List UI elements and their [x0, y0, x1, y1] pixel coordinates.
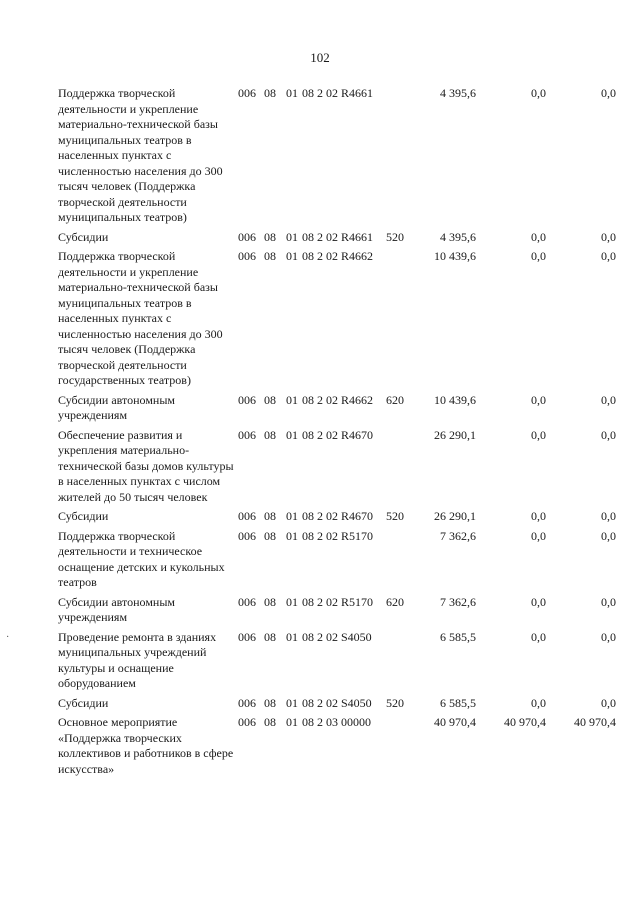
- ministry-code: 006: [238, 695, 256, 710]
- row-name: Поддержка творческой деятельности и укрепление материально-технической базы муниципальных театров в населенных пунктах с численностью населения до 300 тысяч человек (Поддержка творческой деятельности государственных театров): [58, 249, 223, 387]
- target-article-code: 08 2 02 R4670: [302, 509, 374, 523]
- amount-year-3: 0,0: [601, 509, 616, 523]
- table-row: [58, 86, 624, 226]
- subsection-code: 01: [286, 86, 298, 100]
- amount-year-1: 7 362,6: [440, 528, 476, 543]
- amount-year-3: 0,0: [601, 629, 616, 644]
- expense-type-code: 520: [386, 695, 404, 710]
- section-code: 08: [264, 629, 276, 644]
- table-row: [58, 428, 624, 506]
- page-number: 102: [310, 50, 330, 65]
- amount-year-3: 40 970,4: [574, 715, 616, 729]
- target-article-code: 08 2 02 R4661: [302, 86, 374, 100]
- subsection-code: 01: [286, 392, 298, 407]
- target-article-code: 08 2 02 R4670: [302, 427, 374, 442]
- section-code: 08: [264, 86, 276, 100]
- expense-type-code: 620: [386, 392, 404, 407]
- section-code: 08: [264, 249, 276, 263]
- amount-year-1: 26 290,1: [434, 427, 476, 442]
- subsection-code: 01: [286, 629, 298, 644]
- amount-year-1: 40 970,4: [434, 715, 476, 729]
- row-name: Обеспечение развития и укрепления материально-технической базы домов культуры в населенных пунктах с числом жителей до 50 тысяч человек: [58, 427, 234, 504]
- amount-year-1: 4 395,6: [440, 229, 476, 244]
- row-name: Субсидии: [58, 695, 109, 710]
- amount-year-2: 40 970,4: [504, 715, 546, 729]
- budget-table: [58, 86, 624, 781]
- amount-year-2: 0,0: [531, 392, 546, 407]
- target-article-code: 08 2 02 R5170: [302, 528, 374, 543]
- row-name: Субсидии автономным учреждениям: [58, 594, 175, 624]
- subsection-code: 01: [286, 229, 298, 244]
- ministry-code: 006: [238, 86, 256, 100]
- table-row: [58, 249, 624, 389]
- amount-year-1: 6 585,5: [440, 629, 476, 644]
- section-code: 08: [264, 594, 276, 609]
- subsection-code: 01: [286, 509, 298, 523]
- row-name: Субсидии: [58, 509, 109, 523]
- amount-year-2: 0,0: [531, 528, 546, 543]
- subsection-code: 01: [286, 249, 298, 263]
- row-name: Поддержка творческой деятельности и укрепление материально-технической базы муниципальных театров в населенных пунктах с численностью населения до 300 тысяч человек (Поддержка творческой деятельности муниципальных театров): [58, 86, 223, 224]
- amount-year-3: 0,0: [601, 427, 616, 442]
- table-row: [58, 230, 624, 246]
- section-code: 08: [264, 229, 276, 244]
- margin-mark: ·: [6, 632, 10, 643]
- section-code: 08: [264, 509, 276, 523]
- target-article-code: 08 2 02 R4661: [302, 229, 374, 244]
- amount-year-1: 26 290,1: [434, 509, 476, 523]
- subsection-code: 01: [286, 528, 298, 543]
- subsection-code: 01: [286, 427, 298, 442]
- amount-year-1: 10 439,6: [434, 392, 476, 407]
- amount-year-3: 0,0: [601, 229, 616, 244]
- amount-year-3: 0,0: [601, 392, 616, 407]
- table-row: [58, 696, 624, 712]
- ministry-code: 006: [238, 528, 256, 543]
- table-row: [58, 595, 624, 626]
- row-name: Основное мероприятие «Поддержка творческих коллективов и работников в сфере искусства»: [58, 715, 234, 776]
- amount-year-1: 6 585,5: [440, 695, 476, 710]
- ministry-code: 006: [238, 509, 256, 523]
- table-row: [58, 529, 624, 591]
- table-row: [58, 715, 624, 777]
- amount-year-2: 0,0: [531, 594, 546, 609]
- amount-year-2: 0,0: [531, 509, 546, 523]
- section-code: 08: [264, 427, 276, 442]
- target-article-code: 08 2 03 00000: [302, 715, 371, 729]
- row-name: Проведение ремонта в зданиях муниципальных учреждений культуры и оснащение оборудованием: [58, 629, 217, 690]
- row-name: Поддержка творческой деятельности и техническое оснащение детских и кукольных театров: [58, 528, 225, 589]
- expense-type-code: 520: [386, 229, 404, 244]
- section-code: 08: [264, 392, 276, 407]
- subsection-code: 01: [286, 594, 298, 609]
- section-code: 08: [264, 695, 276, 710]
- ministry-code: 006: [238, 427, 256, 442]
- target-article-code: 08 2 02 R4662: [302, 392, 374, 407]
- subsection-code: 01: [286, 715, 298, 729]
- section-code: 08: [264, 715, 276, 729]
- expense-type-code: 520: [386, 509, 404, 523]
- amount-year-2: 0,0: [531, 86, 546, 100]
- amount-year-3: 0,0: [601, 249, 616, 263]
- ministry-code: 006: [238, 629, 256, 644]
- row-name: Субсидии автономным учреждениям: [58, 392, 175, 422]
- amount-year-3: 0,0: [601, 594, 616, 609]
- table-row: [58, 509, 624, 525]
- target-article-code: 08 2 02 S4050: [302, 629, 372, 644]
- expense-type-code: 620: [386, 594, 404, 609]
- ministry-code: 006: [238, 392, 256, 407]
- amount-year-3: 0,0: [601, 528, 616, 543]
- table-row: [58, 393, 624, 424]
- subsection-code: 01: [286, 695, 298, 710]
- ministry-code: 006: [238, 229, 256, 244]
- amount-year-3: 0,0: [601, 86, 616, 100]
- amount-year-1: 10 439,6: [434, 249, 476, 263]
- amount-year-2: 0,0: [531, 427, 546, 442]
- amount-year-1: 4 395,6: [440, 86, 476, 100]
- ministry-code: 006: [238, 715, 256, 729]
- section-code: 08: [264, 528, 276, 543]
- amount-year-2: 0,0: [531, 229, 546, 244]
- amount-year-2: 0,0: [531, 695, 546, 710]
- row-name: Субсидии: [58, 229, 109, 244]
- ministry-code: 006: [238, 594, 256, 609]
- target-article-code: 08 2 02 R4662: [302, 249, 374, 263]
- target-article-code: 08 2 02 S4050: [302, 695, 372, 710]
- table-row: [58, 630, 624, 692]
- amount-year-2: 0,0: [531, 629, 546, 644]
- target-article-code: 08 2 02 R5170: [302, 594, 374, 609]
- amount-year-1: 7 362,6: [440, 594, 476, 609]
- ministry-code: 006: [238, 249, 256, 263]
- amount-year-3: 0,0: [601, 695, 616, 710]
- amount-year-2: 0,0: [531, 249, 546, 263]
